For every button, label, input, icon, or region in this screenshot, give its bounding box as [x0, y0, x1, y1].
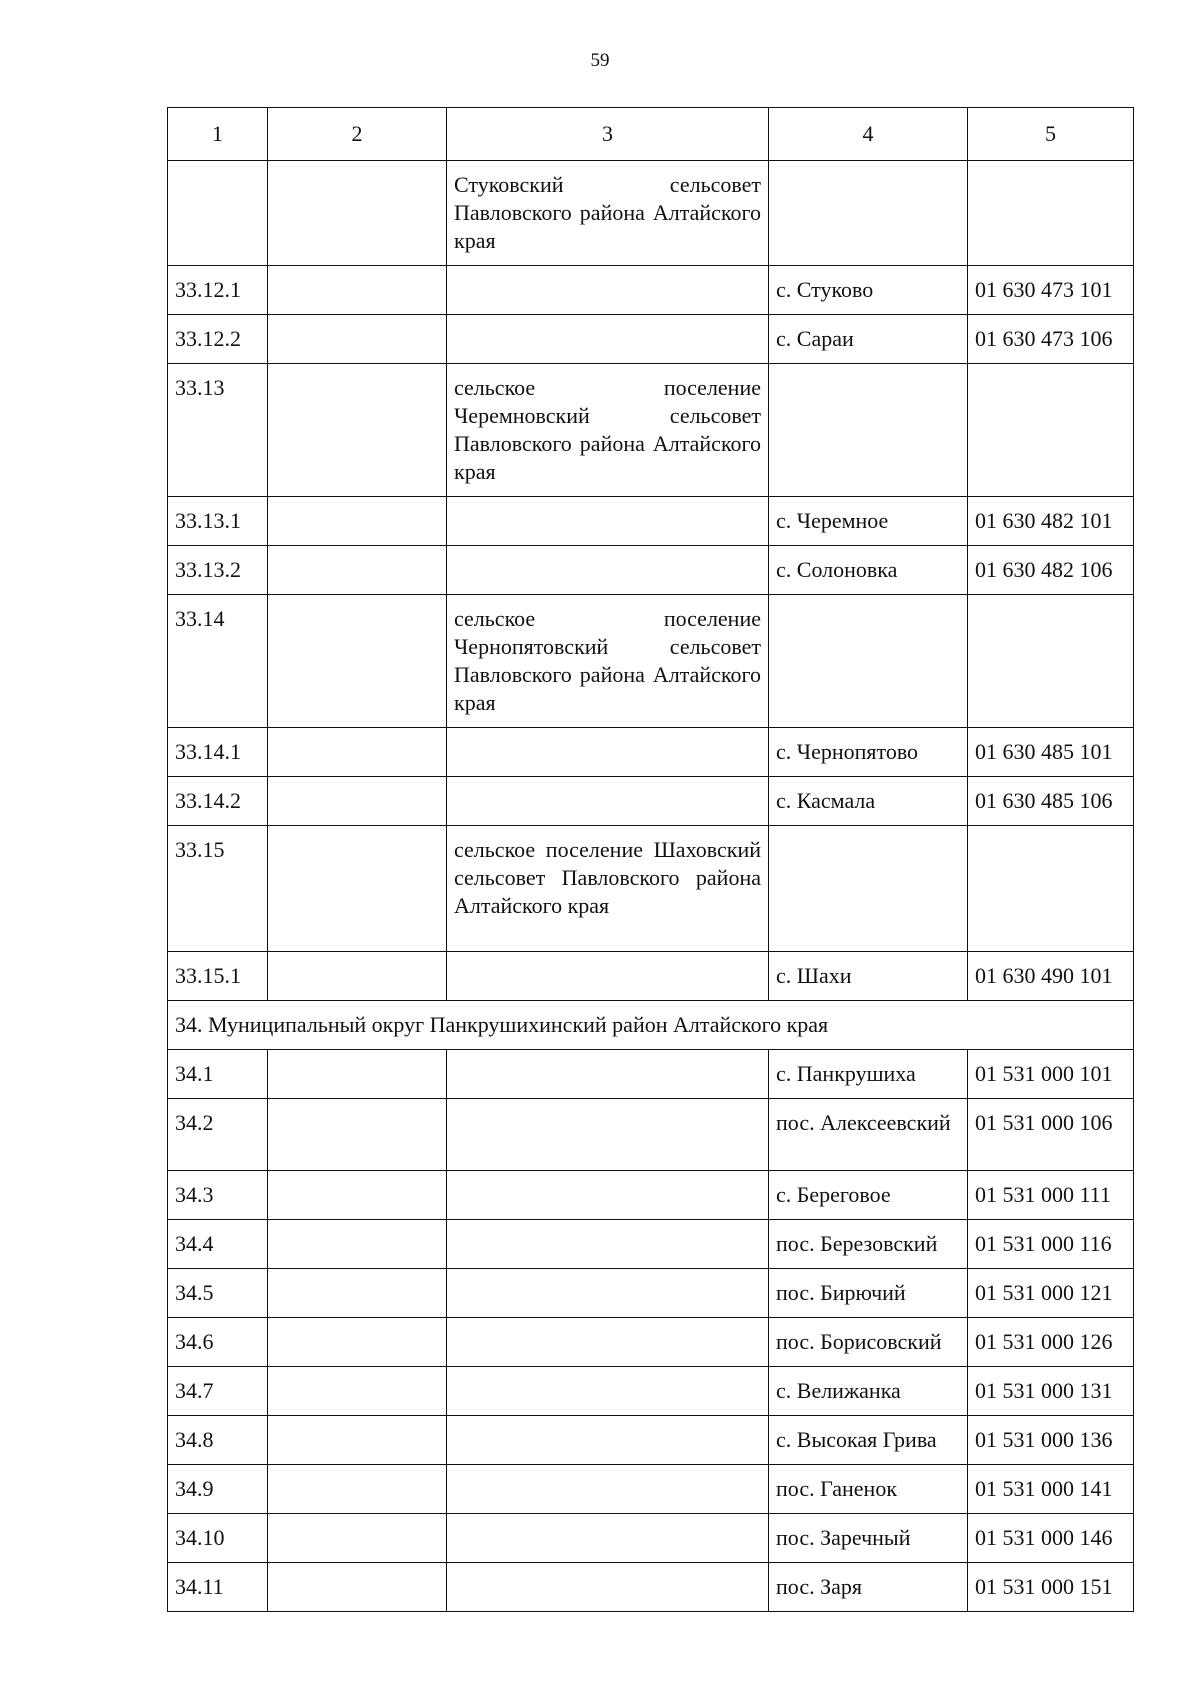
table-row	[168, 266, 1134, 315]
column-2-cell	[268, 1220, 447, 1269]
section-title: 34. Муниципальный округ Панкрушихинский район Алтайского края	[168, 1001, 1134, 1050]
row-number-cell: 34.8	[168, 1416, 268, 1465]
column-2-cell	[268, 595, 447, 728]
municipality-cell	[447, 1099, 769, 1171]
settlement-cell	[769, 161, 968, 266]
municipality-cell: сельское поселение Черемновский сельсовет Павловского района Алтайского края	[447, 364, 769, 497]
settlement-cell	[769, 595, 968, 728]
settlement-cell: с. Шахи	[769, 952, 968, 1001]
row-number-cell: 34.5	[168, 1269, 268, 1318]
column-2-cell	[268, 497, 447, 546]
oktmo-code-cell: 01 531 000 136	[968, 1416, 1134, 1465]
settlement-cell: с. Береговое	[769, 1171, 968, 1220]
table-row	[168, 777, 1134, 826]
settlement-cell	[769, 364, 968, 497]
settlement-cell	[769, 826, 968, 952]
oktmo-code-cell: 01 531 000 151	[968, 1563, 1134, 1612]
oktmo-code-cell: 01 630 482 101	[968, 497, 1134, 546]
table-row	[168, 1220, 1134, 1269]
table-row	[168, 1171, 1134, 1220]
municipality-cell	[447, 266, 769, 315]
municipality-cell	[447, 777, 769, 826]
column-2-cell	[268, 1171, 447, 1220]
row-number-cell: 33.13	[168, 364, 268, 497]
settlement-cell: с. Высокая Грива	[769, 1416, 968, 1465]
settlement-cell: пос. Ганенок	[769, 1465, 968, 1514]
municipality-cell	[447, 1563, 769, 1612]
oktmo-code-cell: 01 531 000 101	[968, 1050, 1134, 1099]
municipality-cell: Стуковский сельсовет Павловского района Алтайского края	[447, 161, 769, 266]
row-number-cell: 33.12.1	[168, 266, 268, 315]
table-row	[168, 1318, 1134, 1367]
table-row	[168, 1563, 1134, 1612]
oktmo-code-cell: 01 531 000 146	[968, 1514, 1134, 1563]
column-header-3: 3	[447, 108, 769, 161]
oktmo-code-cell: 01 531 000 126	[968, 1318, 1134, 1367]
settlement-cell: с. Солоновка	[769, 546, 968, 595]
column-2-cell	[268, 364, 447, 497]
table-row	[168, 315, 1134, 364]
column-2-cell	[268, 777, 447, 826]
row-number-cell: 33.15	[168, 826, 268, 952]
row-number-cell: 34.7	[168, 1367, 268, 1416]
oktmo-code-cell: 01 630 485 106	[968, 777, 1134, 826]
column-2-cell	[268, 161, 447, 266]
municipality-cell	[447, 546, 769, 595]
column-2-cell	[268, 1099, 447, 1171]
municipality-cell	[447, 1318, 769, 1367]
oktmo-code-cell: 01 531 000 111	[968, 1171, 1134, 1220]
table-row	[168, 497, 1134, 546]
oktmo-code-cell: 01 630 482 106	[968, 546, 1134, 595]
column-2-cell	[268, 826, 447, 952]
oktmo-code-cell: 01 531 000 106	[968, 1099, 1134, 1171]
settlement-cell: с. Чернопятово	[769, 728, 968, 777]
settlement-cell: с. Черемное	[769, 497, 968, 546]
row-number-cell: 33.14.2	[168, 777, 268, 826]
oktmo-code-cell: 01 531 000 116	[968, 1220, 1134, 1269]
column-2-cell	[268, 1563, 447, 1612]
row-number-cell: 34.2	[168, 1099, 268, 1171]
row-number-cell: 34.1	[168, 1050, 268, 1099]
oktmo-code-cell: 01 531 000 131	[968, 1367, 1134, 1416]
settlement-cell: с. Сараи	[769, 315, 968, 364]
row-number-cell	[168, 161, 268, 266]
table-header-row	[168, 108, 1134, 161]
row-number-cell: 34.4	[168, 1220, 268, 1269]
table-row	[168, 161, 1134, 266]
column-2-cell	[268, 1050, 447, 1099]
municipality-cell	[447, 1514, 769, 1563]
column-2-cell	[268, 1318, 447, 1367]
row-number-cell: 34.3	[168, 1171, 268, 1220]
table-row	[168, 952, 1134, 1001]
settlement-cell: пос. Заря	[769, 1563, 968, 1612]
table-row	[168, 728, 1134, 777]
column-2-cell	[268, 728, 447, 777]
table-body	[168, 108, 1134, 1612]
settlements-table	[167, 107, 1134, 1612]
row-number-cell: 34.10	[168, 1514, 268, 1563]
column-2-cell	[268, 546, 447, 595]
row-number-cell: 34.6	[168, 1318, 268, 1367]
municipality-cell	[447, 315, 769, 364]
column-2-cell	[268, 1367, 447, 1416]
municipality-cell	[447, 1367, 769, 1416]
column-header-2: 2	[268, 108, 447, 161]
table-row	[168, 1416, 1134, 1465]
municipality-cell	[447, 1220, 769, 1269]
column-2-cell	[268, 1465, 447, 1514]
oktmo-code-cell	[968, 161, 1134, 266]
table-row	[168, 1269, 1134, 1318]
municipality-cell	[447, 1050, 769, 1099]
settlement-cell: с. Панкрушиха	[769, 1050, 968, 1099]
oktmo-code-cell: 01 531 000 141	[968, 1465, 1134, 1514]
settlement-cell: пос. Алексеевский	[769, 1099, 968, 1171]
municipality-cell	[447, 1416, 769, 1465]
table-row	[168, 1514, 1134, 1563]
settlement-cell: пос. Борисовский	[769, 1318, 968, 1367]
municipality-cell	[447, 728, 769, 777]
settlement-cell: пос. Бирючий	[769, 1269, 968, 1318]
oktmo-code-cell: 01 630 485 101	[968, 728, 1134, 777]
table-row	[168, 1465, 1134, 1514]
table-row	[168, 1050, 1134, 1099]
settlement-cell: с. Велижанка	[769, 1367, 968, 1416]
section-row	[168, 1001, 1134, 1050]
oktmo-code-cell	[968, 364, 1134, 497]
page-number: 59	[590, 50, 610, 71]
row-number-cell: 33.12.2	[168, 315, 268, 364]
row-number-cell: 33.13.2	[168, 546, 268, 595]
column-header-5: 5	[968, 108, 1134, 161]
table-row	[168, 595, 1134, 728]
column-header-4: 4	[769, 108, 968, 161]
row-number-cell: 34.11	[168, 1563, 268, 1612]
oktmo-code-cell: 01 630 490 101	[968, 952, 1134, 1001]
row-number-cell: 34.9	[168, 1465, 268, 1514]
table-row	[168, 546, 1134, 595]
column-2-cell	[268, 952, 447, 1001]
municipality-cell: сельское поселение Шаховский сельсовет Павловского района Алтайского края	[447, 826, 769, 952]
settlement-cell: пос. Березовский	[769, 1220, 968, 1269]
row-number-cell: 33.14.1	[168, 728, 268, 777]
table-row	[168, 1367, 1134, 1416]
column-2-cell	[268, 266, 447, 315]
column-2-cell	[268, 1269, 447, 1318]
table-row	[168, 1099, 1134, 1171]
municipality-cell: сельское поселение Чернопятовский сельсовет Павловского района Алтайского края	[447, 595, 769, 728]
municipality-cell	[447, 1171, 769, 1220]
settlement-cell: пос. Заречный	[769, 1514, 968, 1563]
column-2-cell	[268, 315, 447, 364]
municipality-cell	[447, 497, 769, 546]
row-number-cell: 33.13.1	[168, 497, 268, 546]
oktmo-code-cell: 01 630 473 106	[968, 315, 1134, 364]
table-row	[168, 826, 1134, 952]
column-header-1: 1	[168, 108, 268, 161]
oktmo-code-cell: 01 531 000 121	[968, 1269, 1134, 1318]
municipality-cell	[447, 1465, 769, 1514]
column-2-cell	[268, 1416, 447, 1465]
oktmo-code-cell	[968, 595, 1134, 728]
oktmo-code-cell: 01 630 473 101	[968, 266, 1134, 315]
settlement-cell: с. Стуково	[769, 266, 968, 315]
oktmo-code-cell	[968, 826, 1134, 952]
municipality-cell	[447, 1269, 769, 1318]
row-number-cell: 33.14	[168, 595, 268, 728]
settlement-cell: с. Касмала	[769, 777, 968, 826]
column-2-cell	[268, 1514, 447, 1563]
row-number-cell: 33.15.1	[168, 952, 268, 1001]
table-row	[168, 364, 1134, 497]
municipality-cell	[447, 952, 769, 1001]
